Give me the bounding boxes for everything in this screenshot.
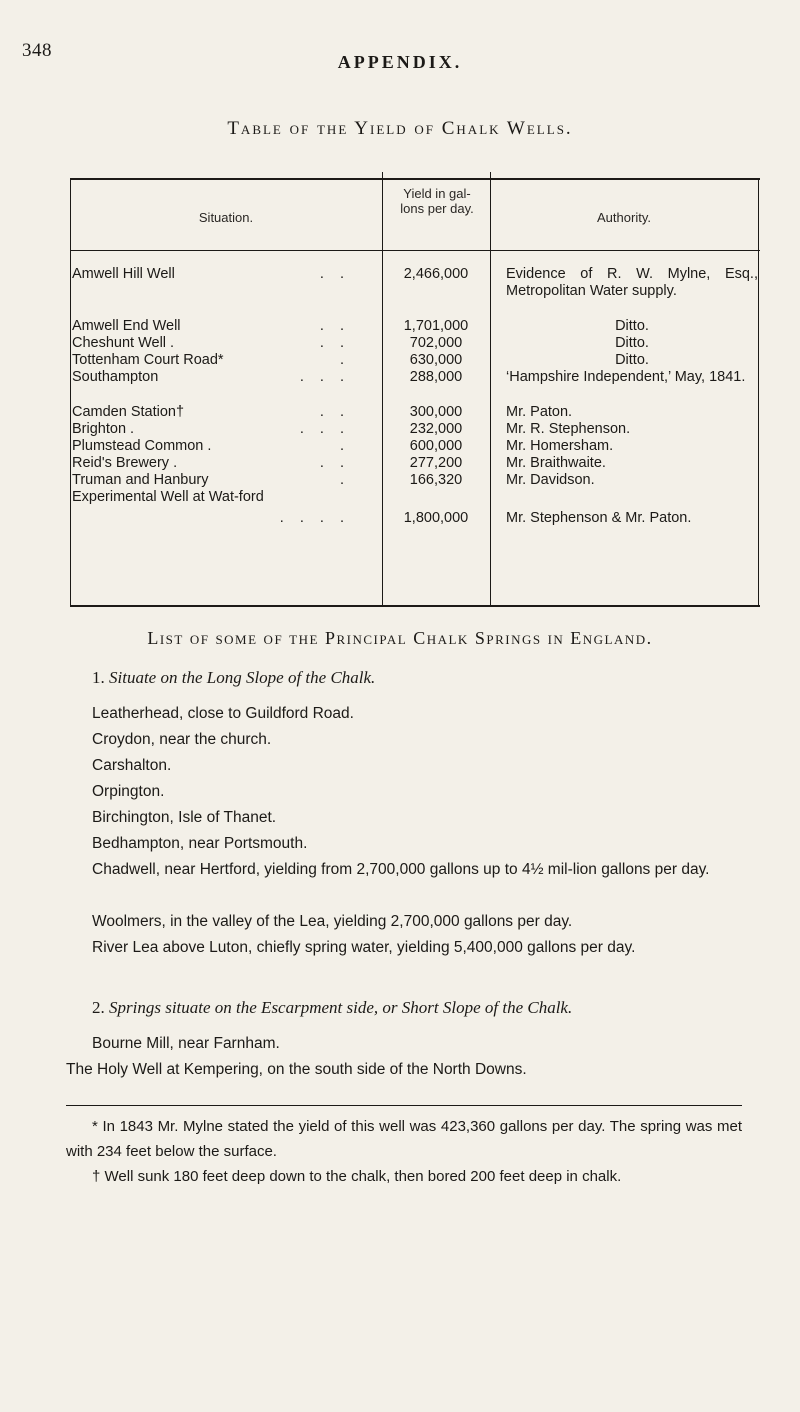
authority-cell: Ditto. [615, 334, 649, 351]
leader-dots: . . [319, 403, 350, 420]
authority-cell: Mr. Homersham. [506, 437, 614, 454]
leader-dots: . [339, 437, 350, 454]
leader-dots: . . [319, 334, 350, 351]
situation-cell: Southampton [72, 369, 159, 386]
authority-cell: Mr. Davidson. [506, 472, 595, 489]
springs-list-title: List of some of the Principal Chalk Springs in England. [147, 628, 653, 648]
leader-dots: . [339, 351, 350, 368]
yield-cell: 702,000 [409, 334, 463, 351]
list-item: Chadwell, near Hertford, yielding from 2,700,000 gallons up to 4½ mil-lion gallons per day. [92, 861, 710, 878]
yield-cell: 288,000 [409, 369, 463, 386]
section-title: Situate on the Long Slope of the Chalk. [109, 668, 376, 687]
list-item: Birchington, Isle of Thanet. [92, 809, 277, 826]
table-row [72, 335, 384, 352]
authority-cell: Ditto. [615, 317, 649, 334]
list-item: Croydon, near the church. [92, 731, 272, 748]
table-row [72, 369, 384, 403]
situation-cell: Plumstead Common . [72, 437, 212, 454]
situation-cell: Amwell End Well [72, 317, 181, 334]
authority-cell: Evidence of R. W. Mylne, Esq., Metropolitan Water supply. [506, 266, 758, 300]
table-top-rule [70, 178, 760, 180]
header-situation: Situation. [198, 210, 254, 225]
situation-column [72, 266, 384, 529]
list-item: Bourne Mill, near Farnham. [92, 1035, 280, 1052]
authority-cell: Mr. Stephenson & Mr. Paton. [506, 510, 692, 527]
section-number: 2. [92, 998, 105, 1017]
situation-cell: Tottenham Court Road* [72, 351, 224, 368]
table-row [72, 455, 384, 472]
list-item: River Lea above Luton, chiefly spring water, yielding 5,400,000 gallons per day. [92, 939, 636, 956]
situation-cell: Reid's Brewery . [72, 455, 178, 472]
authority-cell: Mr. R. Stephenson. [506, 420, 631, 437]
footnote-2: † Well sunk 180 feet deep down to the chalk, then bored 200 feet deep in chalk. [92, 1168, 622, 1185]
table-row [72, 318, 384, 335]
page-number: 348 [22, 40, 52, 61]
list-item: The Holy Well at Kempering, on the south side of the North Downs. [66, 1061, 527, 1078]
table-row [72, 421, 384, 438]
table-left-border [70, 178, 71, 606]
table-title: Table of the Yield of Chalk Wells. [227, 118, 573, 139]
table-right-border [758, 178, 759, 606]
header-yield: Yield in gal-lons per day. [400, 186, 474, 216]
yield-cell: 300,000 [409, 403, 463, 420]
leader-dots: . [339, 472, 350, 489]
table-row [72, 489, 384, 529]
footnote-rule [66, 1105, 742, 1106]
authority-column [506, 266, 758, 529]
leader-dots: . . [319, 455, 350, 472]
yield-cell: 166,320 [409, 472, 463, 489]
situation-cell: Cheshunt Well . [72, 334, 175, 351]
table-row [72, 472, 384, 489]
yield-cell: 600,000 [409, 437, 463, 454]
leader-dots: . . [319, 266, 350, 282]
footnote-1: * In 1843 Mr. Mylne stated the yield of this well was 423,360 gallons per day. The spring was met with 234 feet below the surface. [66, 1118, 742, 1160]
authority-cell: Ditto. [615, 351, 649, 368]
table-header-rule [70, 250, 760, 251]
yield-cell: 630,000 [409, 351, 463, 368]
table-row [72, 266, 384, 318]
column-divider-2 [490, 172, 491, 606]
yield-cell: 2,466,000 [403, 266, 469, 282]
authority-cell: Mr. Braithwaite. [506, 455, 606, 472]
section-title: Springs situate on the Escarpment side, or Short Slope of the Chalk. [109, 998, 573, 1017]
authority-cell: ‘Hampshire Independent,’ May, 1841. [506, 369, 746, 386]
list-item: Leatherhead, close to Guildford Road. [92, 705, 354, 722]
section-number: 1. [92, 668, 105, 687]
section-1-heading [92, 668, 375, 688]
situation-cell: Amwell Hill Well [72, 266, 175, 282]
list-item: Carshalton. [92, 757, 172, 774]
running-head: APPENDIX. [337, 52, 463, 72]
list-item: Orpington. [92, 783, 165, 800]
yield-cell: 1,701,000 [403, 317, 469, 334]
yield-column [382, 266, 490, 529]
situation-cell: Truman and Hanbury [72, 472, 209, 489]
leader-dots: . . . . [279, 510, 350, 527]
situation-cell: Camden Station† [72, 403, 185, 420]
leader-dots: . . . [299, 420, 350, 437]
yield-cell: 277,200 [409, 455, 463, 472]
authority-cell: Mr. Paton. [506, 403, 573, 420]
list-item: Woolmers, in the valley of the Lea, yielding 2,700,000 gallons per day. [92, 913, 573, 930]
yield-cell: 232,000 [409, 420, 463, 437]
table-row [72, 438, 384, 455]
section-2-heading [92, 998, 572, 1018]
yield-cell: 1,800,000 [403, 510, 469, 527]
list-item: Bedhampton, near Portsmouth. [92, 835, 308, 852]
table-row [72, 404, 384, 421]
header-authority: Authority. [597, 210, 651, 225]
leader-dots: . . [319, 317, 350, 334]
yield-table [70, 172, 760, 610]
leader-dots: . . . [299, 369, 350, 386]
situation-cell: Brighton . [72, 420, 135, 437]
table-bottom-rule [70, 605, 760, 607]
table-row [72, 352, 384, 369]
situation-cell: Experimental Well at Wat-ford [72, 489, 264, 506]
